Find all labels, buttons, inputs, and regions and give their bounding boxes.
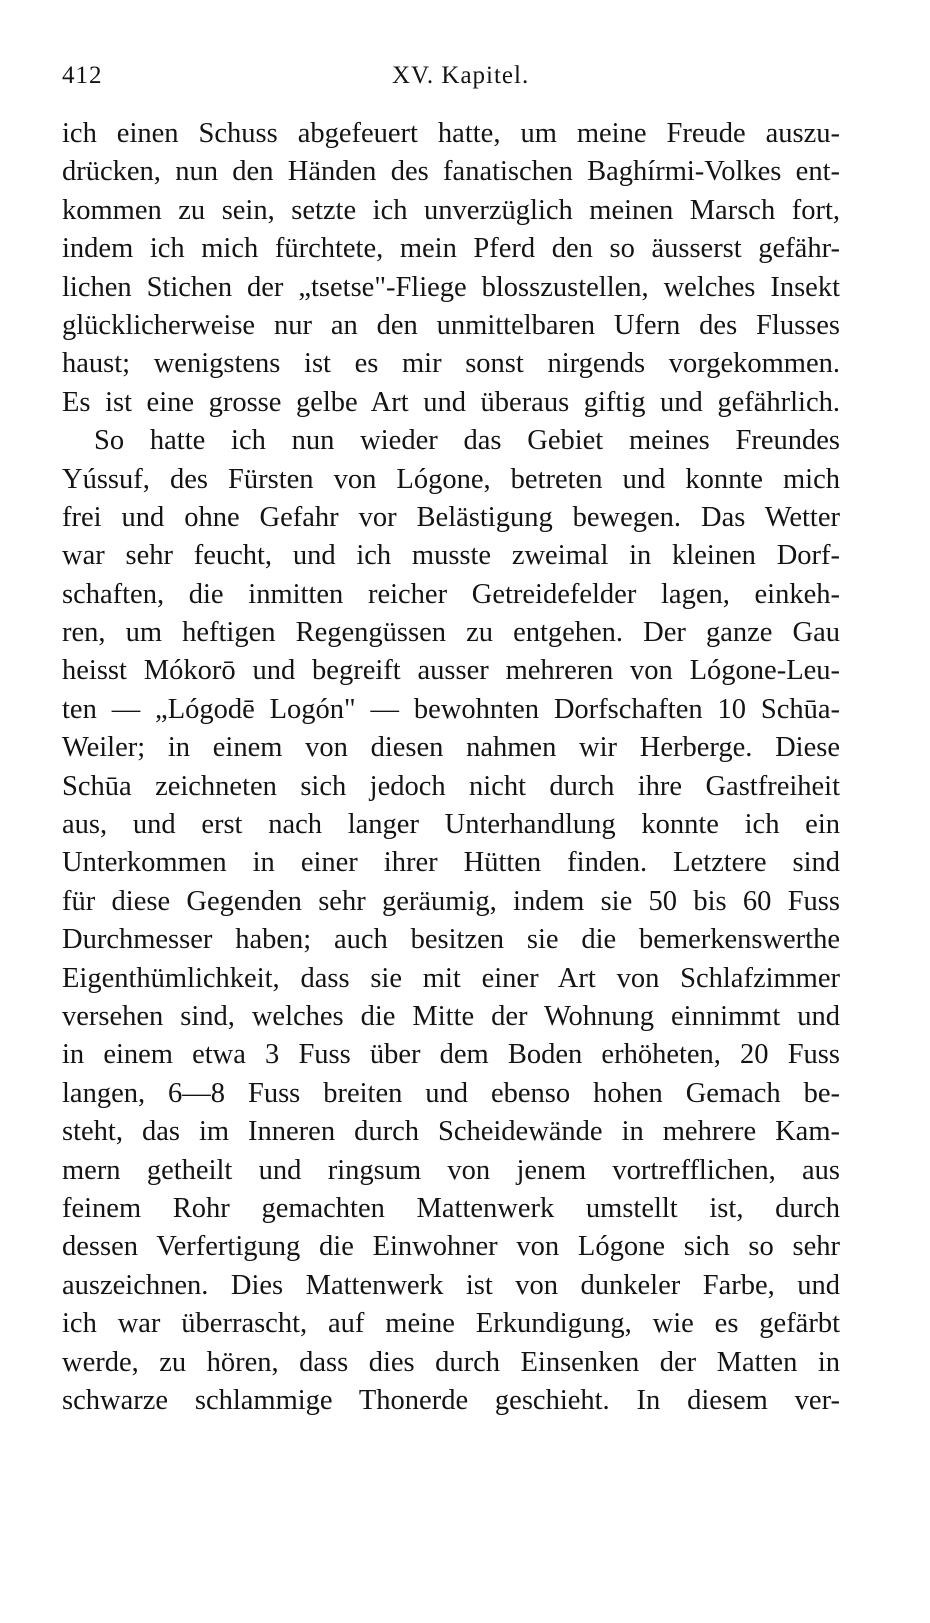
text-line: frei und ohne Gefahr vor Belästigung bewegen. Das Wetter (62, 501, 840, 533)
text-line: mern getheilt und ringsum von jenem vortrefflichen, aus (62, 1154, 840, 1186)
body-text (62, 115, 840, 1420)
text-line: aus, und erst nach langer Unterhandlung konnte ich ein (62, 809, 840, 841)
text-line: Es ist eine grosse gelbe Art und überaus giftig und gefährlich. (62, 386, 840, 418)
text-line: für diese Gegenden sehr geräumig, indem sie 50 bis 60 Fuss (62, 885, 840, 917)
text-line: Unterkommen in einer ihrer Hütten finden. Letztere sind (62, 847, 840, 879)
text-line: ich einen Schuss abgefeuert hatte, um meine Freude auszu- (62, 118, 840, 149)
text-line: langen, 6—8 Fuss breiten und ebenso hohen Gemach be- (62, 1077, 840, 1109)
chapter-title: XV. Kapitel. (392, 62, 530, 89)
text-line: schwarze schlammige Thonerde geschieht. In diesem ver- (62, 1384, 840, 1416)
text-line: heisst Mókorō und begreift ausser mehreren von Lógone-Leu- (62, 655, 840, 687)
text-line: Weiler; in einem von diesen nahmen wir Herberge. Diese (62, 732, 840, 764)
text-line: indem ich mich fürchtete, mein Pferd den so äusserst gefähr- (62, 233, 840, 265)
text-line: dessen Verfertigung die Einwohner von Lógone sich so sehr (62, 1231, 840, 1263)
text-line: ich war überrascht, auf meine Erkundigung, wie es gefärbt (62, 1308, 840, 1340)
text-line: kommen zu sein, setzte ich unverzüglich meinen Marsch fort, (62, 194, 840, 226)
text-line: Durchmesser haben; auch besitzen sie die bemerkenswerthe (62, 924, 840, 956)
text-line: ren, um heftigen Regengüssen zu entgehen. Der ganze Gau (62, 617, 840, 649)
text-line: auszeichnen. Dies Mattenwerk ist von dunkeler Farbe, und (62, 1269, 840, 1301)
text-line: glücklicherweise nur an den unmittelbaren Ufern des Flusses (62, 309, 840, 341)
running-head (62, 62, 842, 102)
text-line: feinem Rohr gemachten Mattenwerk umstellt ist, durch (62, 1192, 840, 1224)
text-line: Yússuf, des Fürsten von Lógone, betreten und konnte mich (62, 463, 840, 495)
text-line: werde, zu hören, dass dies durch Einsenken der Matten in (62, 1346, 840, 1378)
text-line: So hatte ich nun wieder das Gebiet meines Freundes (94, 425, 840, 457)
text-line: schaften, die inmitten reicher Getreidefelder lagen, einkeh- (62, 578, 840, 610)
text-line: war sehr feucht, und ich musste zweimal in kleinen Dorf- (62, 540, 840, 572)
text-line: haust; wenigstens ist es mir sonst nirgends vorgekommen. (62, 348, 840, 380)
page-number: 412 (62, 62, 103, 89)
text-line: lichen Stichen der „tsetse"-Fliege blosszustellen, welches Insekt (62, 271, 840, 303)
text-line: Eigenthümlichkeit, dass sie mit einer Art von Schlafzimmer (62, 962, 840, 994)
text-line: Schūa zeichneten sich jedoch nicht durch ihre Gastfreiheit (62, 770, 840, 802)
text-line: ten — „Lógodē Logón" — bewohnten Dorfschaften 10 Schūa- (62, 693, 840, 725)
text-line: steht, das im Inneren durch Scheidewände in mehrere Kam- (62, 1116, 840, 1148)
text-line: in einem etwa 3 Fuss über dem Boden erhöheten, 20 Fuss (62, 1039, 840, 1071)
text-line: drücken, nun den Händen des fanatischen Baghírmi-Volkes ent- (62, 156, 840, 188)
text-line: versehen sind, welches die Mitte der Wohnung einnimmt und (62, 1000, 840, 1032)
